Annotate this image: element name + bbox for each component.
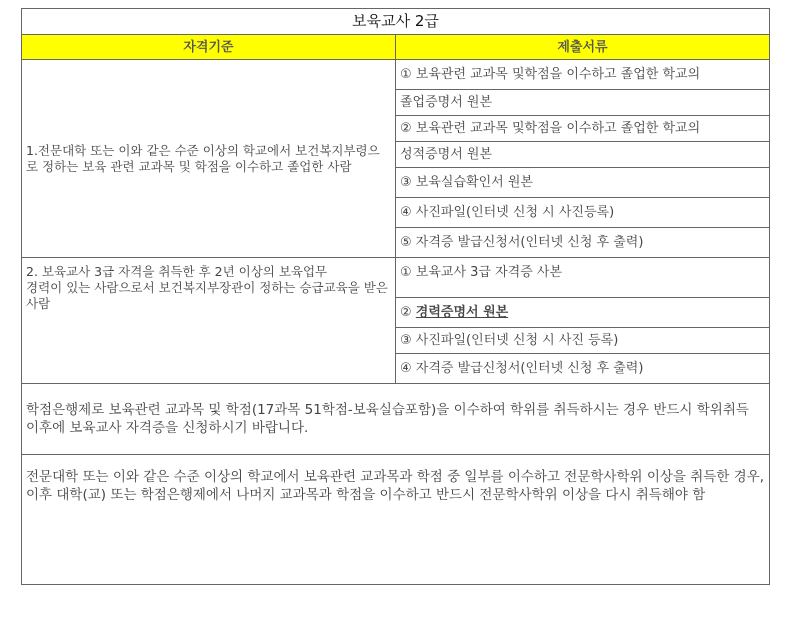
note-credit-bank: 학점은행제로 보육관련 교과목 및 학점(17과목 51학점-보육실습포함)을 이수하여 학위를 취득하시는 경우 반드시 학위취득 이후에 보육교사 자격증을 신청하시기 바랍니다. [22,384,770,455]
document-1-4: 성적증명서 원본 [396,142,770,168]
document-1-2: 졸업증명서 원본 [396,90,770,116]
note-college-line1: 전문대학 또는 이와 같은 수준 이상의 학교에서 보육관련 교과목과 학점 중 일부를 이수하고 전문학사학위 이상을 취득한 경우, [26,469,765,485]
header-documents: 제출서류 [396,35,770,60]
criteria-2-line2: 경력이 있는 사람으로서 보건복지부장관이 정하는 승급교육을 받은 사람 [26,280,388,311]
table-title: 보육교사 2급 [22,9,770,35]
header-criteria: 자격기준 [22,35,396,60]
note-college [22,455,770,585]
note-college-line2: 이후 대학(교) 또는 학점은행제에서 나머지 교과목과 학점을 이수하고 반드시 전문학사학위 이상을 다시 취득해야 함 [26,487,706,503]
criteria-1: 1.전문대학 또는 이와 같은 수준 이상의 학교에서 보건복지부령으로 정하는 보육 관련 교과목 및 학점을 이수하고 졸업한 사람 [22,60,396,258]
qualification-table [21,8,770,585]
document-2-1: ① 보육교사 3급 자격증 사본 [396,258,770,298]
document-1-6: ④ 사진파일(인터넷 신청 시 사진등록) [396,198,770,228]
document-2-2 [396,298,770,328]
document-1-7: ⑤ 자격증 발급신청서(인터넷 신청 후 출력) [396,228,770,258]
document-1-5: ③ 보육실습확인서 원본 [396,168,770,198]
document-2-2-text: 경력증명서 원본 [415,305,509,320]
document-2-4: ④ 자격증 발급신청서(인터넷 신청 후 출력) [396,354,770,384]
document-1-1: ① 보육관련 교과목 및학점을 이수하고 졸업한 학교의 [396,60,770,90]
document-2-3: ③ 사진파일(인터넷 신청 시 사진 등록) [396,328,770,354]
criteria-2 [22,258,396,384]
document-2-2-num: ② [400,305,412,320]
criteria-2-line1: 2. 보육교사 3급 자격을 취득한 후 2년 이상의 보육업무 [26,264,328,279]
document-1-3: ② 보육관련 교과목 및학점을 이수하고 졸업한 학교의 [396,116,770,142]
